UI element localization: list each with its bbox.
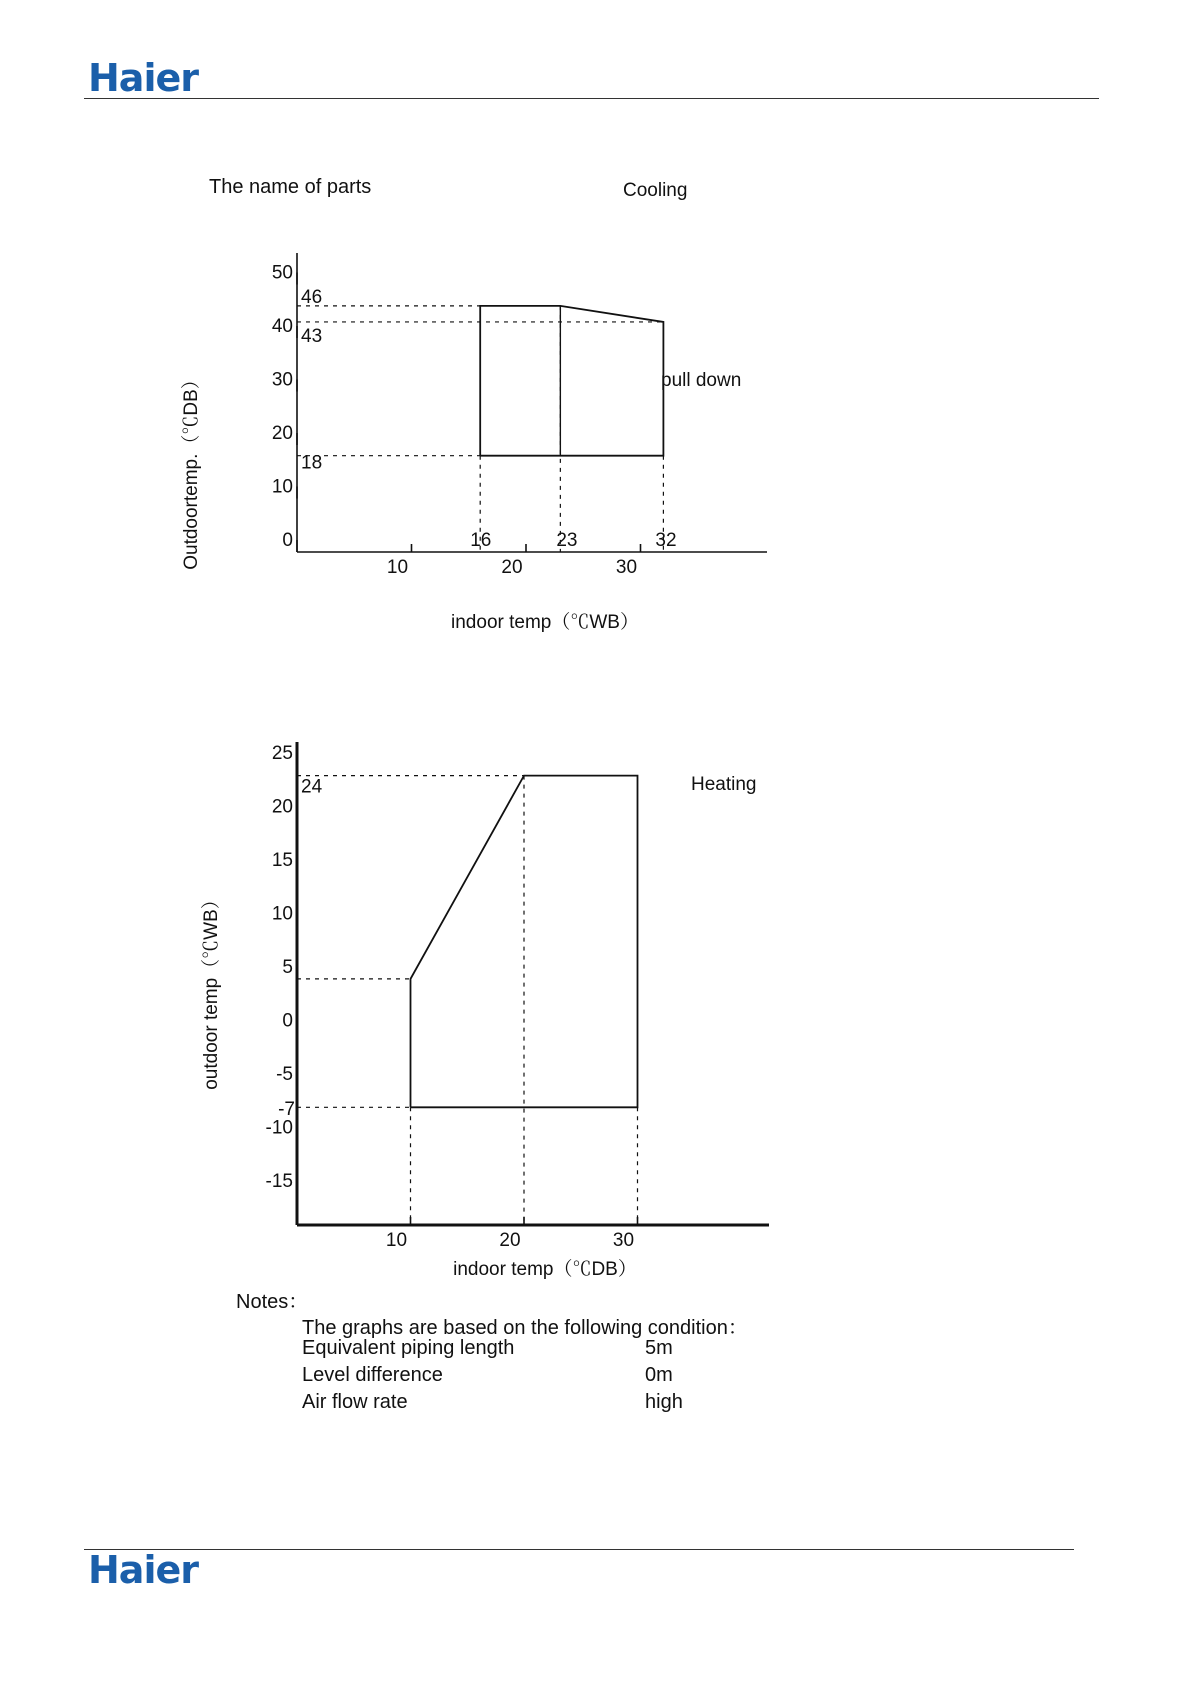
y-tick-label: 0 [282, 1010, 293, 1032]
x-axis-label: indoor temp（℃DB） [453, 1259, 637, 1280]
y-tick-label: 5 [282, 956, 293, 978]
y-tick-label: 20 [271, 796, 293, 818]
marked-y-label: 18 [301, 452, 323, 474]
y-tick-label: 25 [271, 742, 293, 764]
y-tick-label: 0 [282, 530, 293, 551]
chart-title: Cooling [623, 180, 688, 201]
y-tick-label: 10 [271, 476, 293, 498]
y-tick-label: 10 [271, 903, 293, 925]
y-axis-label: outdoor temp（℃WB） [201, 890, 222, 1090]
header-logo: Haier [88, 56, 198, 100]
notes-row-label: Air flow rate [302, 1391, 408, 1413]
x-tick-label: 20 [499, 1230, 521, 1251]
x-tick-label: 20 [501, 557, 523, 578]
footer-logo: Haier [88, 1548, 198, 1592]
marked-x-label: 16 [470, 530, 492, 551]
notes-row-label: Equivalent piping length [302, 1337, 515, 1359]
x-tick-label: 30 [612, 1230, 635, 1251]
y-tick-label: -15 [265, 1170, 293, 1192]
y-tick-label: -10 [265, 1117, 293, 1139]
y-tick-label: 20 [271, 423, 293, 444]
x-tick-label: 10 [386, 557, 409, 578]
x-axis-label: indoor temp（℃WB） [451, 612, 639, 633]
notes-condition: The graphs are based on the following condition： [302, 1317, 748, 1339]
chart-title: Heating [691, 774, 757, 795]
notes-row-value: 5m [645, 1337, 673, 1359]
x-tick-label: 10 [385, 1230, 408, 1251]
x-tick-label: 30 [615, 557, 638, 578]
notes-row-value: high [645, 1391, 683, 1413]
notes-row-value: 0m [645, 1364, 673, 1386]
footer-rule [84, 1549, 1074, 1550]
y-tick-label: 30 [271, 369, 293, 391]
marked-y-label: -7 [278, 1099, 295, 1120]
marked-y-label: 46 [301, 286, 323, 308]
y-tick-label: -5 [276, 1063, 293, 1085]
y-tick-label: 15 [271, 849, 293, 871]
notes-heading: Notes： [236, 1291, 309, 1313]
marked-y-label: 24 [301, 776, 323, 798]
marked-x-label: 32 [655, 530, 677, 551]
y-axis-label: Outdoortemp.（℃DB） [181, 370, 202, 570]
region-label: pull down [661, 370, 742, 391]
marked-x-label: 23 [556, 530, 578, 551]
notes-row-label: Level difference [302, 1364, 443, 1386]
parts-label: The name of parts [209, 176, 372, 198]
y-tick-label: 40 [271, 316, 293, 337]
marked-y-label: 43 [301, 325, 323, 347]
y-tick-label: 50 [271, 262, 293, 284]
